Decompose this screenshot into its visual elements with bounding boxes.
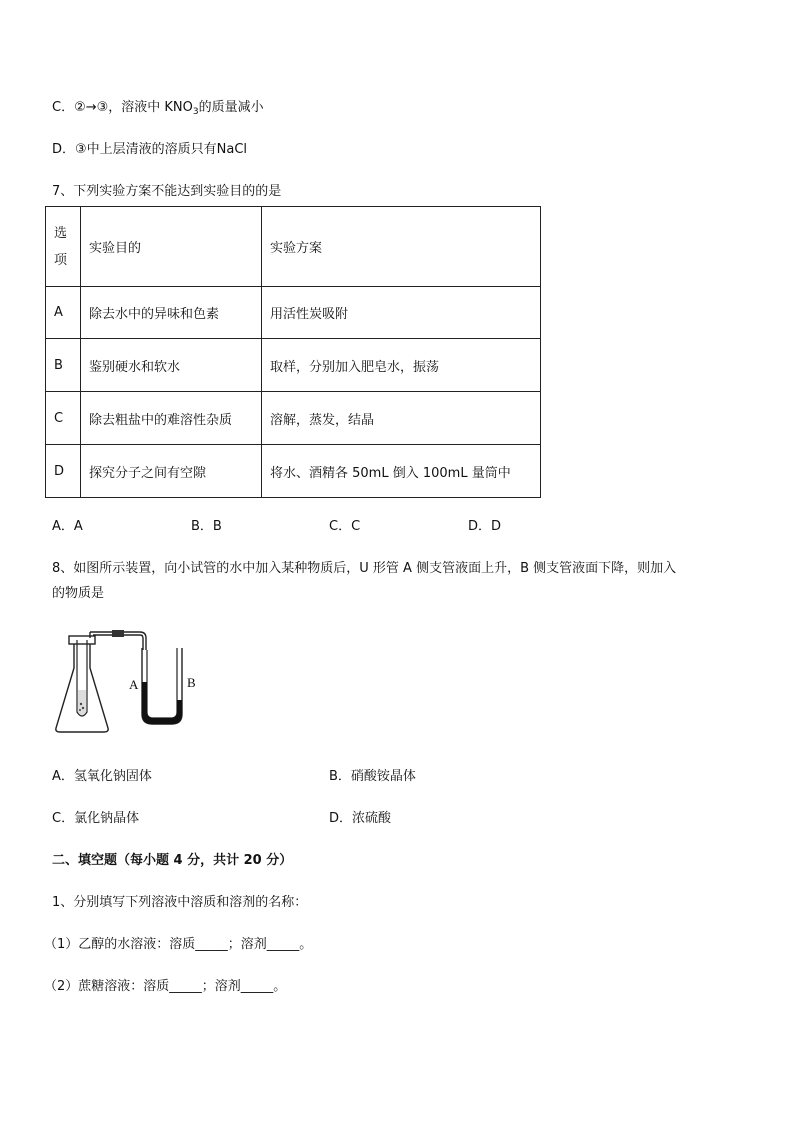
q6-option-c: [52, 98, 264, 122]
label-b: B: [187, 675, 196, 690]
row-option: A: [46, 287, 81, 339]
q6-option-c-suffix: 的质量减小: [198, 100, 264, 115]
row-plan: 将水、酒精各 50mL 倒入 100mL 量筒中: [262, 445, 541, 498]
header-option-line2: 项: [54, 252, 68, 268]
row-purpose: 除去粗盐中的难溶性杂质: [81, 392, 262, 445]
fill-q1-part1: （1）乙醇的水溶液：溶质_____；溶剂_____。: [44, 937, 313, 952]
q7-answer-d: D．D: [468, 519, 502, 534]
dissolved-particle: [79, 709, 81, 711]
header-option: [46, 207, 81, 287]
row-option: C: [46, 392, 81, 445]
q7-answer-a: A．A: [52, 519, 83, 534]
dissolved-particle: [80, 703, 82, 705]
table-row: [46, 392, 541, 445]
q8-stem-line1: 8、如图所示装置，向小试管的水中加入某种物质后，U 形管 A 侧支管液面上升，B 侧支管液面下降，则加入: [52, 561, 677, 576]
dissolved-particle: [82, 707, 84, 709]
q8-answer-d: D．浓硫酸: [329, 811, 392, 826]
conical-flask: [56, 642, 108, 732]
fill-q1-stem: 1、分别填写下列溶液中溶质和溶剂的名称：: [52, 895, 308, 910]
test-tube-water: [78, 690, 86, 715]
rubber-connector: [112, 630, 124, 637]
q8-answer-b: B．硝酸铵晶体: [329, 769, 416, 784]
row-plan: 取样，分别加入肥皂水，振荡: [262, 339, 541, 392]
table-header-row: [46, 207, 541, 287]
row-purpose: 探究分子之间有空隙: [81, 445, 262, 498]
row-purpose: 鉴别硬水和软水: [81, 339, 262, 392]
q7-table: [45, 206, 541, 498]
header-plan: 实验方案: [262, 207, 541, 287]
label-a: A: [129, 677, 139, 692]
table-row: [46, 339, 541, 392]
fill-q1-part2: （2）蔗糖溶液：溶质_____；溶剂_____。: [44, 979, 287, 994]
u-tube-outer: [142, 648, 182, 724]
table-row: [46, 445, 541, 498]
header-option-line1: 选: [54, 225, 68, 241]
q7-answer-b: B．B: [191, 519, 222, 534]
row-plan: 溶解，蒸发，结晶: [262, 392, 541, 445]
section-title: 二、填空题（每小题 4 分，共计 20 分）: [52, 853, 293, 868]
table-row: [46, 287, 541, 339]
q7-answer-c: C．C: [329, 519, 361, 534]
row-plan: 用活性炭吸附: [262, 287, 541, 339]
u-tube-inner: [147, 648, 177, 718]
q8-answer-c: C．氯化钠晶体: [52, 811, 140, 826]
header-purpose: 实验目的: [81, 207, 262, 287]
q8-answer-a: A．氢氧化钠固体: [52, 769, 152, 784]
q6-option-c-subscript: 3: [192, 107, 199, 117]
q7-stem: 7、下列实验方案不能达到实验目的的是: [52, 184, 282, 199]
row-purpose: 除去水中的异味和色素: [81, 287, 262, 339]
q8-stem-line2: 的物质是: [52, 586, 105, 601]
q6-option-d: D．③中上层清液的溶质只有NaCl: [52, 142, 248, 157]
u-tube-apparatus-diagram: [50, 630, 210, 738]
delivery-tube-inner: [93, 635, 143, 650]
row-option: B: [46, 339, 81, 392]
row-option: D: [46, 445, 81, 498]
flask-stopper: [69, 636, 95, 644]
q6-option-c-prefix: C．②→③，溶液中 KNO: [52, 100, 193, 115]
